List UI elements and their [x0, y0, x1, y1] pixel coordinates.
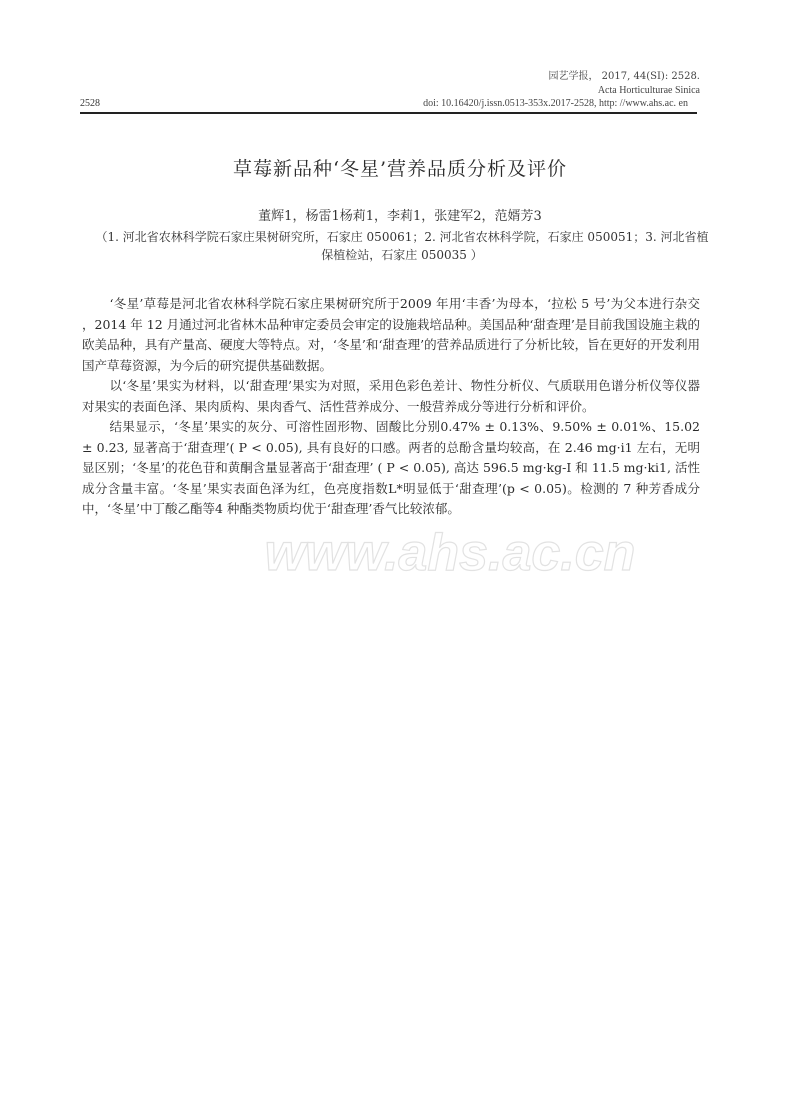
watermark-text: www.ahs.ac.cn — [264, 524, 636, 582]
abstract-paragraph-methods: 以‘冬星’果实为材料，以‘甜查理’果实为对照，采用色彩色差计、物性分析仪、气质联用色谱分析仪等仪器对果实的表面色泽、果肉质构、果肉香气、活性营养成分、一般营养成分等进行分析和评价。 — [82, 378, 700, 414]
header-rule — [80, 112, 697, 114]
watermark-logo — [264, 515, 636, 595]
author-affiliation: （1. 河北省农林科学院石家庄果树研究所，石家庄 050061；2. 河北省农林科学院，石家庄 050051；3. 河北省植保植检站，石家庄 050035 ） — [95, 230, 709, 262]
article-title: 草莓新品种‘冬星’营养品质分析及评价 — [232, 158, 568, 180]
abstract-paragraph-results: 结果显示，‘冬星’果实的灰分、可溶性固形物、固酸比分别0.47% ± 0.13%、9.50% ± 0.01%、15.02 ± 0.23, 显著高于‘甜查理’( P < 0.05), 具有良好的口感。两者的总酚含量均较高，在 2.46 mg·i1 左右，无明显区别；‘冬星’的花色苷和黄酮含量显著高于‘甜查理’ ( P < 0.05), 高达 596.5 mg·kg-I 和 11.5 mg·ki1, 活性成分含量丰富。‘冬星’果实表面色泽为红，色亮度指数L*明显低于‘甜查理’(p < 0.05)。检测的 7 种芳香成分中，‘冬星’中丁酸乙酯等4 种酯类物质均优于‘甜查理’香气比较浓郁。 — [82, 419, 700, 516]
journal-english-name: Acta Horticulturae Sinica — [597, 85, 700, 96]
abstract-body — [82, 294, 700, 520]
abstract-paragraph-background: ‘冬星’草莓是河北省农林科学院石家庄果树研究所于2009 年用‘丰香’为母本，‘拉松 5 号’为父本进行杂交 ，2014 年 12 月通过河北省林木品种审定委员会审定的设施栽培品种。美国品种‘甜查理’是目前我国设施主栽的欧美品种，具有产量高、硬度大等特点。对，‘冬星’和‘甜查理’的营养品质进行了分析比较，旨在更好的开发利用国产草莓资源，为今后的研究提供基础数据。 — [82, 296, 700, 373]
author-list: 董辉1，杨雷1杨莉1，李莉1，张建军2，范婿芳3 — [258, 209, 542, 224]
journal-citation: 园艺学报， 2017, 44(SI): 2528. — [548, 71, 700, 82]
doi-line: doi: 10.16420/j.issn.0513-353x.2017-2528, http: //www.ahs.ac. en — [423, 98, 688, 109]
journal-header — [549, 70, 701, 98]
page-number: 2528 — [80, 98, 100, 109]
